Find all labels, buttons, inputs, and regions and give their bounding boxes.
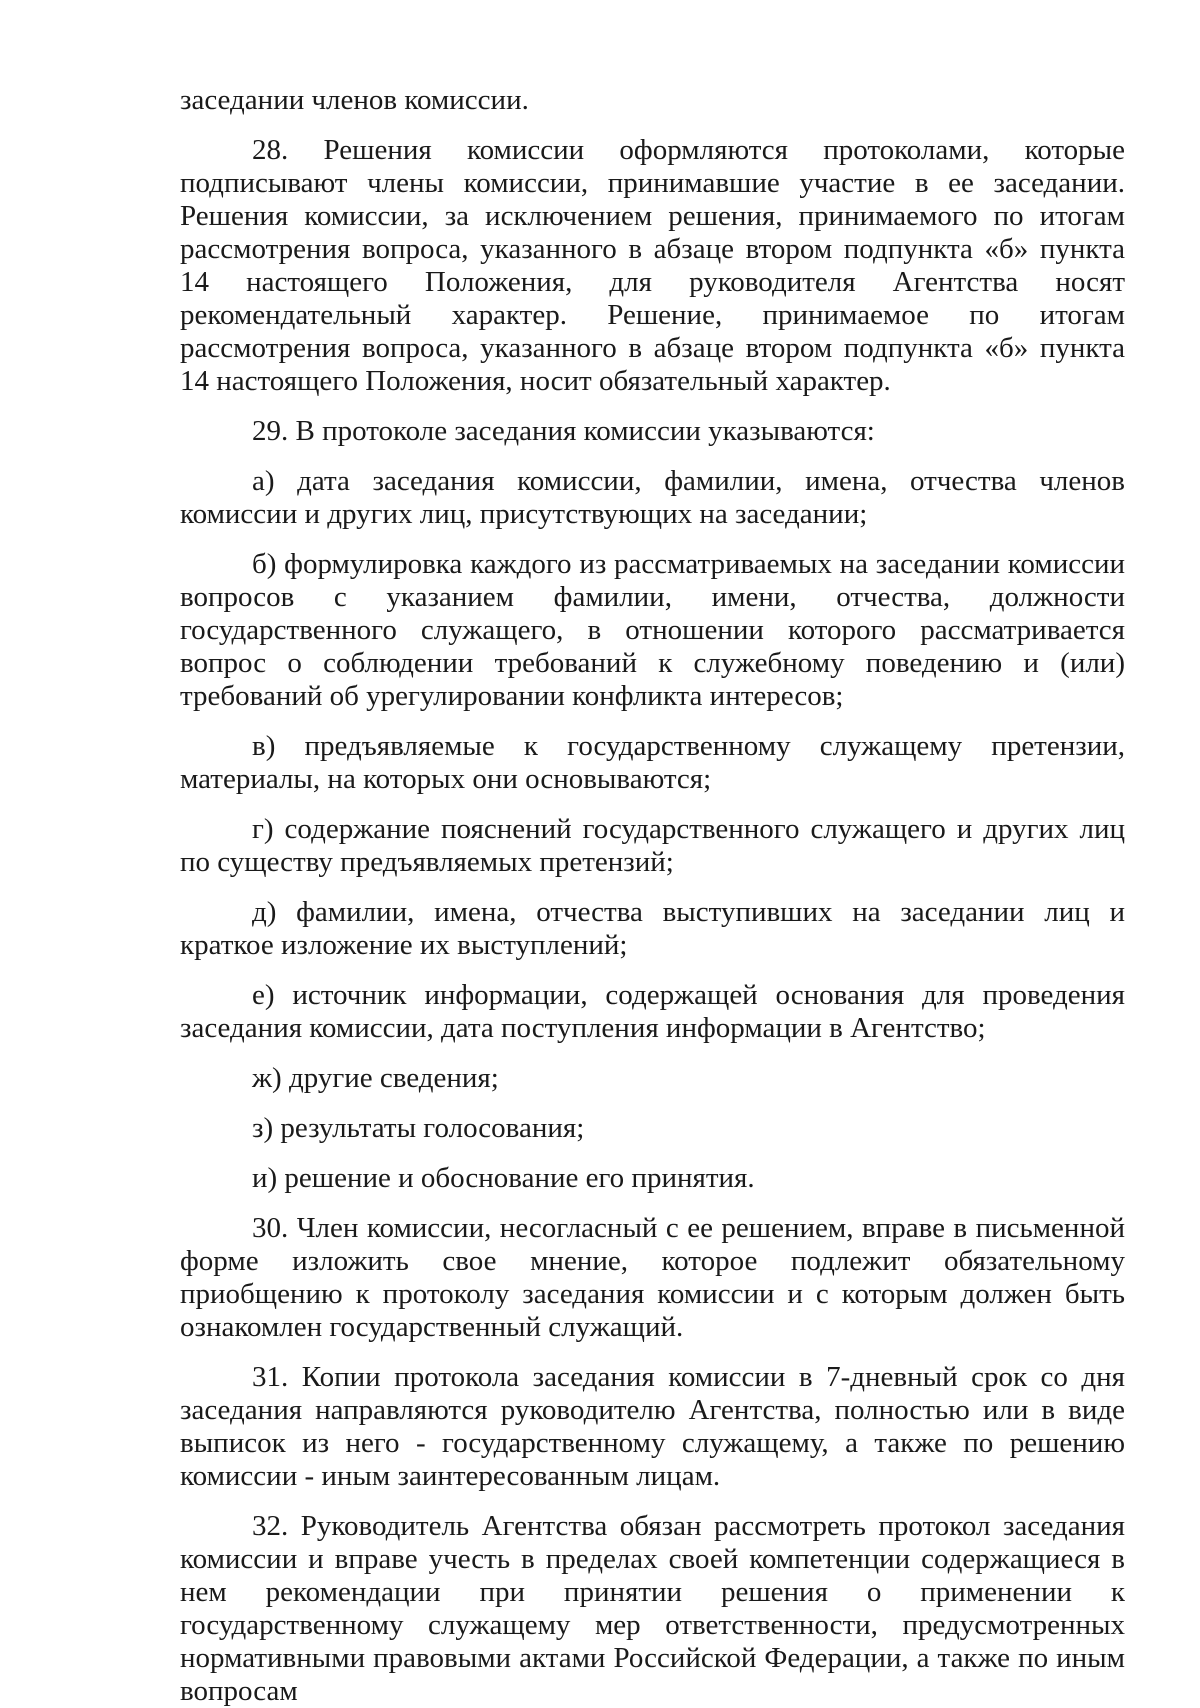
paragraph-30: 30. Член комиссии, несогласный с ее решением, вправе в письменной форме изложить свое мнение, которое подлежит обязательному приобщению к протоколу заседания комиссии и с которым должен быть ознакомлен государственный служащий.: [180, 1212, 1125, 1343]
paragraph-29-zh: ж) другие сведения;: [252, 1062, 499, 1094]
paragraph-29-e: е) источник информации, содержащей основания для проведения заседания комиссии, дата поступления информации в Агентство;: [180, 979, 1125, 1044]
paragraph-29-a: а) дата заседания комиссии, фамилии, имена, отчества членов комиссии и других лиц, присутствующих на заседании;: [180, 465, 1125, 530]
paragraph-29-i: и) решение и обоснование его принятия.: [252, 1162, 755, 1194]
paragraph-continuation: заседании членов комиссии.: [180, 84, 529, 116]
paragraph-29: 29. В протоколе заседания комиссии указываются:: [252, 415, 875, 447]
paragraph-28: 28. Решения комиссии оформляются протоколами, которые подписывают члены комиссии, принимавшие участие в ее заседании. Решения комиссии, за исключением решения, принимаемого по итогам рассмотрения вопроса, указанного в абзаце втором подпункта «б» пункта 14 настоящего Положения, для руководителя Агентства носят рекомендательный характер. Решение, принимаемое по итогам рассмотрения вопроса, указанного в абзаце втором подпункта «б» пункта 14 настоящего Положения, носит обязательный характер.: [180, 134, 1125, 397]
paragraph-29-z: з) результаты голосования;: [252, 1112, 585, 1144]
paragraph-29-v: в) предъявляемые к государственному служащему претензии, материалы, на которых они основываются;: [180, 730, 1125, 795]
paragraph-29-g: г) содержание пояснений государственного служащего и других лиц по существу предъявляемых претензий;: [180, 813, 1125, 878]
paragraph-29-b: б) формулировка каждого из рассматриваемых на заседании комиссии вопросов с указанием фамилии, имени, отчества, должности государственного служащего, в отношении которого рассматривается вопрос о соблюдении требований к служебному поведению и (или) требований об урегулировании конфликта интересов;: [180, 548, 1125, 712]
paragraph-31: 31. Копии протокола заседания комиссии в 7-дневный срок со дня заседания направляются руководителю Агентства, полностью или в виде выписок из него - государственному служащему, а также по решению комиссии - иным заинтересованным лицам.: [180, 1361, 1125, 1492]
paragraph-29-d: д) фамилии, имена, отчества выступивших на заседании лиц и краткое изложение их выступлений;: [180, 896, 1125, 961]
paragraph-32: 32. Руководитель Агентства обязан рассмотреть протокол заседания комиссии и вправе учесть в пределах своей компетенции содержащиеся в нем рекомендации при принятии решения о применении к государственному служащему мер ответственности, предусмотренных нормативными правовыми актами Российской Федерации, а также по иным вопросам: [180, 1510, 1125, 1707]
